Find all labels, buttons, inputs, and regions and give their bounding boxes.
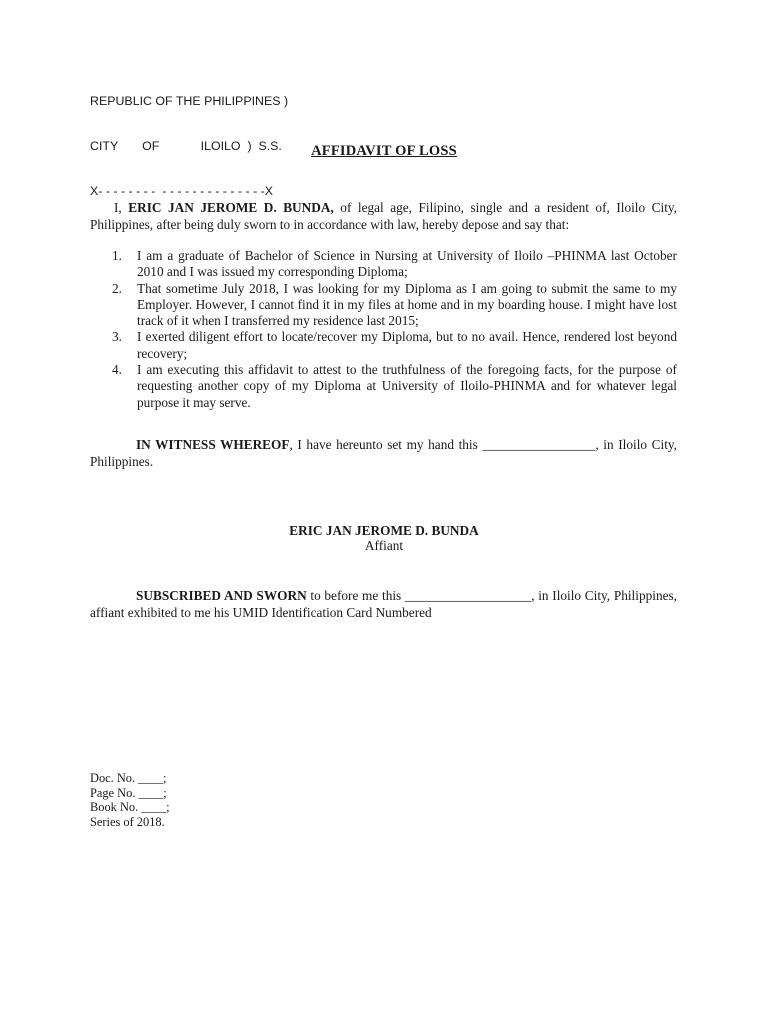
notarial-register: [90, 771, 170, 829]
jurat-paragraph: [90, 587, 677, 621]
intro-text: of legal age, Filipino, single and a resident of, Iloilo City, Philippines, after being duly sworn to in accordance with law, hereby depose and say that:: [90, 200, 678, 232]
list-item-text: I exerted diligent effort to locate/recover my Diploma, but to no avail. Hence, rendered lost beyond recovery;: [137, 329, 677, 361]
caption-republic: REPUBLIC OF THE PHILIPPINES ): [90, 94, 289, 108]
jurat-text: to before me this ___________________, in Iloilo City, Philippines, affiant exhibited to me his UMID Identification Card Numbered: [90, 588, 677, 620]
statement-list: [90, 248, 677, 411]
signature-name: ERIC JAN JEROME D. BUNDA: [289, 523, 479, 538]
series-year: Series of 2018.: [90, 814, 165, 829]
intro-paragraph: [90, 199, 677, 233]
witness-text: , I have hereunto set my hand this _________________, in Iloilo City, Philippines.: [90, 437, 677, 469]
list-item-number: 1.: [112, 248, 122, 263]
jurat-heading: SUBSCRIBED AND SWORN: [136, 588, 307, 603]
witness-paragraph: [90, 436, 677, 470]
witness-heading: IN WITNESS WHEREOF: [136, 437, 290, 452]
list-item-text: That sometime July 2018, I was looking for my Diploma as I am going to submit the same to my Employer. However, I cannot find it in my files at home and in my boarding house. I might have lost track of it when I transferred my residence last 2015;: [137, 280, 677, 329]
affiant-name-inline: ERIC JAN JEROME D. BUNDA,: [128, 200, 334, 215]
list-item-text: I am executing this affidavit to attest to the truthfulness of the foregoing facts, for the purpose of requesting another copy of my Diploma at University of Iloilo-PHINMA and for whatever legal purpose it may serve.: [137, 362, 677, 410]
list-item-text: I am a graduate of Bachelor of Science in Nursing at University of Iloilo –PHINMA last October 2010 and I was issued my corresponding Diploma;: [137, 248, 677, 280]
caption-separator: X- - - - - - - - - - - - - - - - - - - - - -X: [90, 184, 274, 198]
page-number: Page No. ____;: [90, 785, 167, 800]
caption-city: CITY OF ILOILO ) S.S.: [90, 139, 282, 153]
signature-role: Affiant: [364, 538, 404, 553]
list-item: [90, 281, 677, 330]
list-item: [90, 329, 677, 362]
list-item: [90, 362, 677, 411]
document-title: AFFIDAVIT OF LOSS: [311, 143, 457, 159]
doc-number: Doc. No. ____;: [90, 771, 167, 785]
intro-lead: I,: [114, 200, 129, 215]
list-item-number: 4.: [112, 362, 122, 378]
list-item-number: 2.: [112, 280, 122, 296]
list-item-number: 3.: [112, 329, 122, 345]
list-item: [90, 248, 677, 281]
book-number: Book No. ____;: [90, 800, 170, 814]
